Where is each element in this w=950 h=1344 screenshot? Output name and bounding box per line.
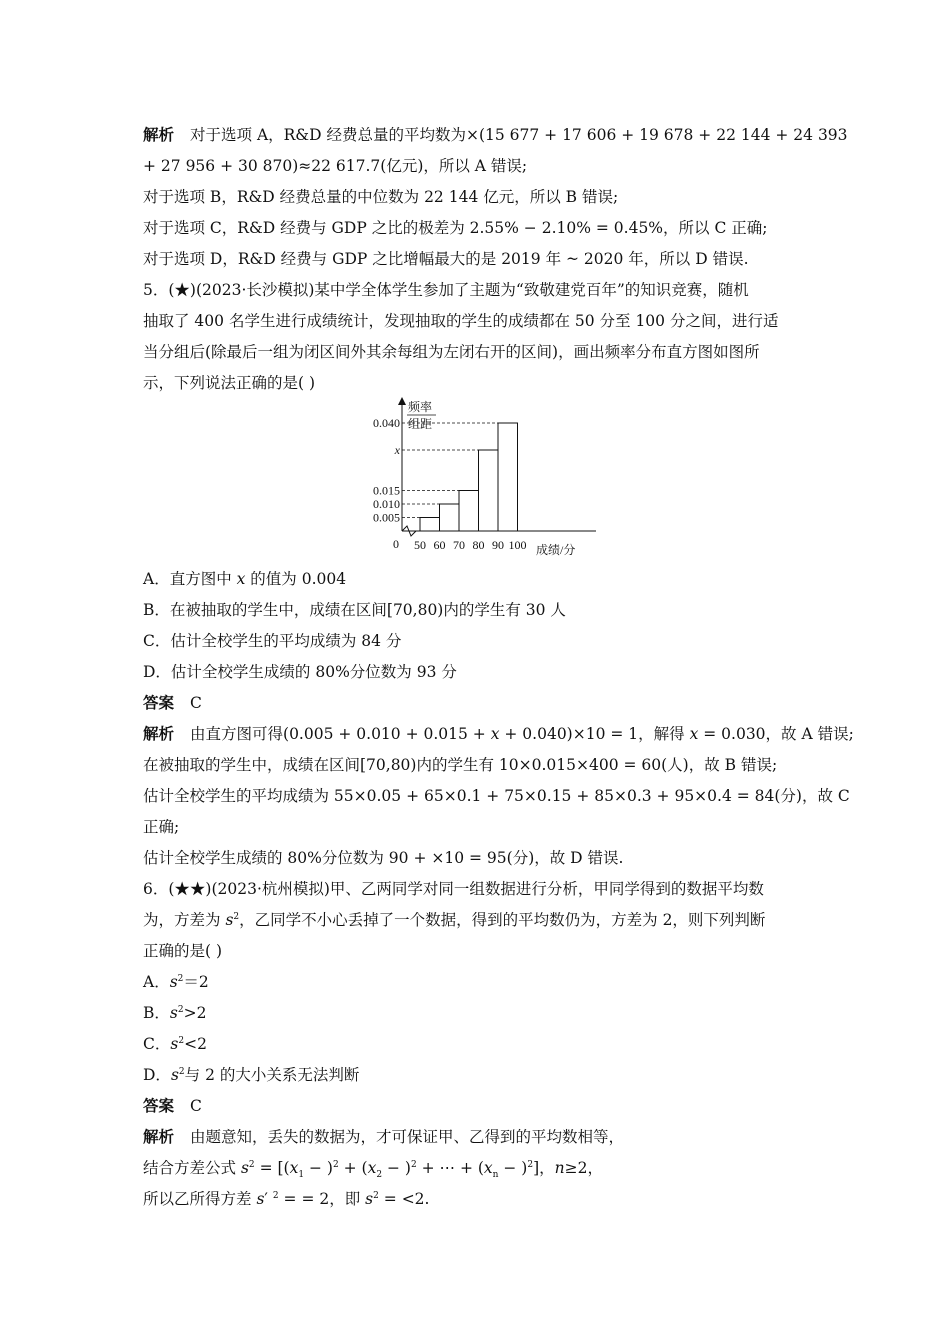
- x-tick-label: 80: [472, 538, 485, 552]
- x-tick-labels: [414, 538, 527, 552]
- x-tick-label: 100: [508, 538, 527, 552]
- q4-analysis-line-1: [143, 124, 848, 146]
- q5-analysis-line-4: 正确;: [143, 818, 180, 836]
- q5-analysis-line-5: 估计全校学生成绩的 80%分位数为 90 + ×10 = 95(分)，故 D 错误.: [143, 849, 624, 867]
- q5-option-c: C．估计全校学生的平均成绩为 84 分: [143, 632, 402, 650]
- frequency-histogram: [360, 397, 600, 559]
- q4-analysis-line-4: 对于选项 C，R&D 经费与 GDP 之比的极差为 2.55% − 2.10% = 0.45%，所以 C 正确;: [143, 219, 768, 237]
- q4-analysis-line-2: + 27 956 + 30 870)≈22 617.7(亿元)，所以 A 错误;: [143, 157, 528, 175]
- q5-stem-line-2: 抽取了 400 名学生进行成绩统计，发现抽取的学生的成绩都在 50 分至 100 分之间，进行适: [143, 312, 779, 330]
- q5-analysis-line-3: 估计全校学生的平均成绩为 55×0.05 + 65×0.1 + 75×0.15 + 85×0.3 + 95×0.4 = 84(分)，故 C: [143, 787, 850, 805]
- q5-option-d: D．估计全校学生成绩的 80%分位数为 93 分: [143, 663, 457, 681]
- q6-option-a: A．$s^2=2$: [143, 973, 209, 991]
- q6-stem-line-1: 6．(★★)(2023·杭州模拟)甲、乙两同学对同一组数据进行分析，甲同学得到的数据平均数: [143, 880, 764, 898]
- q5-answer-line: [143, 692, 202, 714]
- x-axis-label: 成绩/分: [536, 543, 576, 557]
- q6-option-c: C．$s^2<2$: [143, 1035, 207, 1053]
- analysis-label: 解析: [143, 125, 175, 144]
- origin-label: 0: [393, 537, 399, 551]
- x-tick-label: 60: [433, 538, 446, 552]
- q5-option-a: A．直方图中 x 的值为 0.004: [143, 570, 347, 588]
- bars-layer: [420, 423, 518, 531]
- y-tick-label: x: [394, 443, 400, 457]
- q5-answer-value: C: [190, 694, 202, 712]
- q6-answer-value: C: [190, 1097, 202, 1115]
- q6-option-d: D．$s^2$与 2 的大小关系无法判断: [143, 1066, 360, 1084]
- y-axis-label-denominator: 组距: [408, 417, 433, 431]
- y-tick-label: 0.005: [373, 510, 400, 525]
- histogram-bar: [479, 450, 499, 531]
- q4-analysis-line-3: 对于选项 B，R&D 经费总量的中位数为 22 144 亿元，所以 B 错误;: [143, 188, 619, 206]
- q6-analysis-line-2: 结合方差公式 $s^2 = [(x_1 - )^2 + (x_2 - )^2$ + ⋯ + $(x_n - )^2$]，n≥2，: [143, 1159, 603, 1181]
- y-tick-labels: [373, 416, 401, 525]
- x-tick-label: 50: [414, 538, 426, 552]
- q6-answer-line: [143, 1095, 202, 1117]
- q5-option-b: B．在被抽取的学生中，成绩在区间[70,80)内的学生有 30 人: [143, 601, 566, 619]
- x-tick-label: 70: [453, 538, 465, 552]
- q5-stem-line-3: 当分组后(除最后一组为闭区间外其余每组为左闭右开的区间)，画出频率分布直方图如图所: [143, 343, 760, 361]
- q5-analysis-line-1: 解析 由直方图可得(0.005 + 0.010 + 0.015 + x + 0.040)×10 = 1，解得 x = 0.030，故 A 错误;: [143, 724, 854, 743]
- q5-stem-line-1: 5．(★)(2023·长沙模拟)某中学全体学生参加了主题为“致敬建党百年”的知识竞赛，随机: [143, 281, 749, 299]
- histogram-bar: [498, 423, 518, 531]
- answer-label: 答案: [143, 1096, 175, 1115]
- analysis-label: 解析: [143, 1127, 175, 1146]
- y-tick-label: 0.015: [373, 483, 400, 498]
- histogram-bar: [420, 518, 440, 532]
- y-axis-label-numerator: 频率: [408, 400, 433, 414]
- histogram-bar: [459, 491, 479, 532]
- q6-analysis-line-1: 解析 由题意知，丢失的数据为，才可保证甲、乙得到的平均数相等，: [143, 1127, 625, 1146]
- q6-stem-line-3: 正确的是( ): [143, 942, 223, 960]
- variable-x: x: [236, 570, 246, 588]
- q4-analysis-line-5: 对于选项 D，R&D 经费与 GDP 之比增幅最大的是 2019 年 ~ 2020 年，所以 D 错误.: [143, 250, 749, 268]
- answer-label: 答案: [143, 693, 175, 712]
- q5-analysis-line-2: 在被抽取的学生中，成绩在区间[70,80)内的学生有 10×0.015×400 = 60(人)，故 B 错误;: [143, 756, 778, 774]
- y-tick-label: 0.010: [373, 497, 400, 511]
- y-tick-label: 0.040: [373, 416, 400, 430]
- q6-stem-line-2: 为，方差为 $s^2$，乙同学不小心丢掉了一个数据，得到的平均数仍为，方差为 2，则下列判断: [143, 911, 766, 929]
- q6-analysis-line-3: 所以乙所得方差 s′ $^2$ = = 2，即 $s^2 = <2$.: [143, 1190, 430, 1208]
- histogram-bar: [440, 504, 460, 531]
- x-tick-label: 90: [492, 538, 504, 552]
- q4-analysis-text-1: 对于选项 A，R&D 经费总量的平均数为×(15 677 + 17 606 + 19 678 + 22 144 + 24 393: [190, 126, 848, 144]
- q5-stem-line-4: 示，下列说法正确的是( ): [143, 374, 316, 392]
- q6-option-b: B．$s^2>2$: [143, 1004, 207, 1022]
- analysis-label: 解析: [143, 724, 175, 743]
